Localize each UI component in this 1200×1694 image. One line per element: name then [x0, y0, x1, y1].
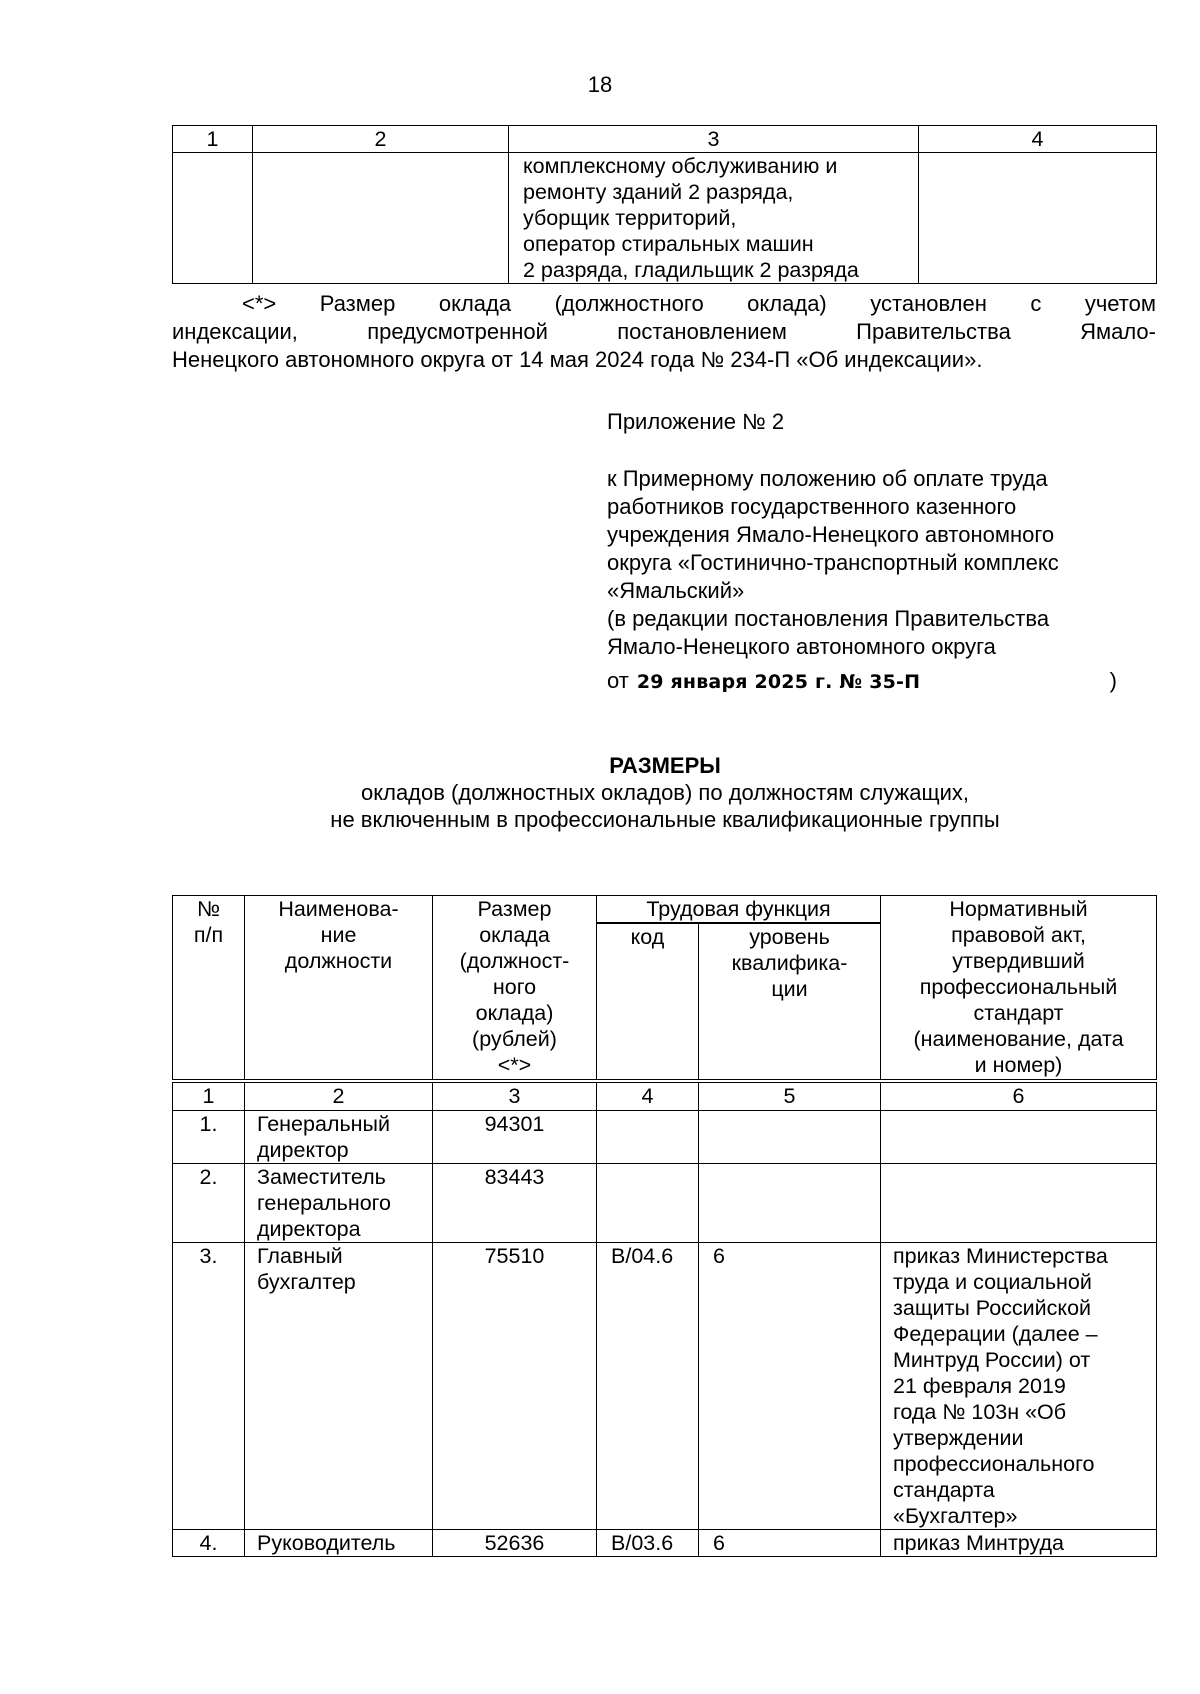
header-position-name: [245, 896, 433, 1082]
footnote-line: индексации, предусмотренной постановлением Правительства Ямало-: [172, 319, 1156, 344]
cell-positions: [509, 153, 919, 284]
header-normative-act: [881, 896, 1157, 1082]
header-line: профессиональный: [919, 975, 1118, 999]
header-line: Размер: [477, 897, 552, 921]
salary-value: 83443: [433, 1164, 597, 1243]
qualification-level: 6: [699, 1243, 881, 1530]
cell-col1: [173, 153, 253, 284]
header-line: ции: [771, 977, 808, 1001]
act-line: профессионального: [893, 1452, 1095, 1476]
footnote-line: <*> Размер оклада (должностного оклада) установлен с учетом: [242, 291, 1156, 316]
name-line: Генеральный: [257, 1112, 390, 1136]
name-line: директора: [257, 1217, 361, 1241]
continuation-table: [172, 125, 1157, 284]
col-number: 6: [881, 1081, 1157, 1111]
continuation-table-header: [173, 126, 1157, 153]
appendix-line: округа «Гостинично-транспортный комплекс: [607, 550, 1059, 575]
header-line: оклада): [475, 1001, 554, 1025]
normative-act: [881, 1164, 1157, 1243]
appendix-line: работников государственного казенного: [607, 494, 1017, 519]
position-name: [245, 1243, 433, 1530]
header-qualification-level: [699, 923, 881, 1081]
act-line: «Бухгалтер»: [893, 1504, 1018, 1528]
row-number: 2.: [173, 1164, 245, 1243]
act-line: утверждении: [893, 1426, 1024, 1450]
appendix-line: «Ямальский»: [607, 578, 745, 603]
header-line: стандарт: [973, 1001, 1064, 1025]
date-prefix: от: [607, 668, 629, 693]
col-number: 1: [173, 1081, 245, 1111]
appendix-line: (в редакции постановления Правительства: [607, 606, 1050, 631]
salary-table: [172, 895, 1157, 1557]
table-row: [173, 1111, 1157, 1164]
col-number: 3: [433, 1081, 597, 1111]
table-row: [173, 1530, 1157, 1557]
qualification-level: 6: [699, 1530, 881, 1557]
salary-value: 75510: [433, 1243, 597, 1530]
header-line: квалифика-: [731, 951, 848, 975]
normative-act: [881, 1111, 1157, 1164]
act-line: 21 февраля 2019: [893, 1374, 1066, 1398]
header-line: п/п: [193, 923, 224, 947]
position-name: [245, 1164, 433, 1243]
appendix-reference: [607, 465, 1167, 661]
qualification-level: [699, 1164, 881, 1243]
col-number-3: 3: [509, 126, 919, 153]
qualification-level: [699, 1111, 881, 1164]
salary-value: 94301: [433, 1111, 597, 1164]
normative-act: [881, 1243, 1157, 1530]
header-line: уровень: [749, 925, 830, 949]
name-line: директор: [257, 1138, 349, 1162]
page-number: 18: [587, 72, 613, 97]
function-code: В/03.6: [597, 1530, 699, 1557]
name-line: Руководитель: [257, 1531, 396, 1555]
header-line: Наименова-: [278, 897, 399, 921]
cell-line: оператор стиральных машин: [523, 232, 814, 256]
function-code: [597, 1164, 699, 1243]
function-code: В/04.6: [597, 1243, 699, 1530]
salary-value: 52636: [433, 1530, 597, 1557]
footnote: [172, 290, 1156, 374]
appendix-line: Ямало-Ненецкого автономного округа: [607, 634, 996, 659]
cell-line: ремонту зданий 2 разряда,: [523, 180, 794, 204]
cell-line: комплексному обслуживанию и: [523, 154, 838, 178]
act-line: труда и социальной: [893, 1270, 1092, 1294]
header-line: Нормативный: [949, 897, 1088, 921]
function-code: [597, 1111, 699, 1164]
act-line: приказ Министерства: [893, 1244, 1108, 1268]
table-row: [173, 1164, 1157, 1243]
position-name: [245, 1530, 433, 1557]
header-labor-function: Трудовая функция: [597, 896, 881, 924]
col-number-1: 1: [173, 126, 253, 153]
col-number: 4: [597, 1081, 699, 1111]
header-line: ного: [492, 975, 537, 999]
column-numbers-row: [173, 1081, 1157, 1111]
header-line: правовой акт,: [951, 923, 1086, 947]
col-number: 5: [699, 1081, 881, 1111]
table-row: [173, 1243, 1157, 1530]
cell-line: уборщик территорий,: [523, 206, 737, 230]
date-suffix: ): [1109, 668, 1117, 693]
header-code: код: [597, 923, 699, 1081]
header-line: должности: [284, 949, 393, 973]
act-line: Федерации (далее –: [893, 1322, 1098, 1346]
col-number-4: 4: [919, 126, 1157, 153]
header-line: и номер): [974, 1053, 1063, 1077]
header-line: утвердивший: [952, 949, 1085, 973]
row-number: 3.: [173, 1243, 245, 1530]
header-line: оклада: [479, 923, 550, 947]
cell-line: 2 разряда, гладильщик 2 разряда: [523, 258, 859, 282]
act-line: года № 103н «Об: [893, 1400, 1067, 1424]
table-row: [173, 153, 1157, 284]
heading-line: окладов (должностных окладов) по должностям служащих,: [361, 780, 969, 805]
name-line: генерального: [257, 1191, 391, 1215]
header-line: (должност-: [459, 949, 570, 973]
appendix-line: учреждения Ямало-Ненецкого автономного: [607, 522, 1055, 547]
row-number: 1.: [173, 1111, 245, 1164]
header-line: ние: [320, 923, 357, 947]
act-line: приказ Минтруда: [893, 1531, 1064, 1555]
heading-title: РАЗМЕРЫ: [609, 753, 721, 778]
col-number-2: 2: [253, 126, 509, 153]
name-line: Главный: [257, 1244, 343, 1268]
normative-act: [881, 1530, 1157, 1557]
cell-col2: [253, 153, 509, 284]
position-name: [245, 1111, 433, 1164]
header-salary: [433, 896, 597, 1082]
act-line: защиты Российской: [893, 1296, 1092, 1320]
cell-col4: [919, 153, 1157, 284]
name-line: бухгалтер: [257, 1270, 356, 1294]
salary-table-header: [173, 896, 1157, 924]
header-num: [173, 896, 245, 1082]
name-line: Заместитель: [257, 1165, 386, 1189]
heading-line: не включенным в профессиональные квалификационные группы: [330, 807, 1000, 832]
header-line: №: [196, 897, 221, 921]
header-line: (наименование, дата: [913, 1027, 1124, 1051]
act-line: Минтруд России) от: [893, 1348, 1091, 1372]
appendix-line: к Примерному положению об оплате труда: [607, 466, 1048, 491]
appendix-title: Приложение № 2: [607, 409, 785, 434]
decree-date-number: 29 января 2025 г. № 35-П: [636, 671, 921, 693]
act-line: стандарта: [893, 1478, 995, 1502]
appendix-date-row: [607, 666, 1127, 697]
header-line: <*>: [497, 1053, 532, 1077]
document-heading: [0, 752, 1200, 833]
footnote-line: Ненецкого автономного округа от 14 мая 2024 года № 234-П «Об индексации».: [172, 347, 983, 372]
col-number: 2: [245, 1081, 433, 1111]
header-line: (рублей): [472, 1027, 557, 1051]
row-number: 4.: [173, 1530, 245, 1557]
